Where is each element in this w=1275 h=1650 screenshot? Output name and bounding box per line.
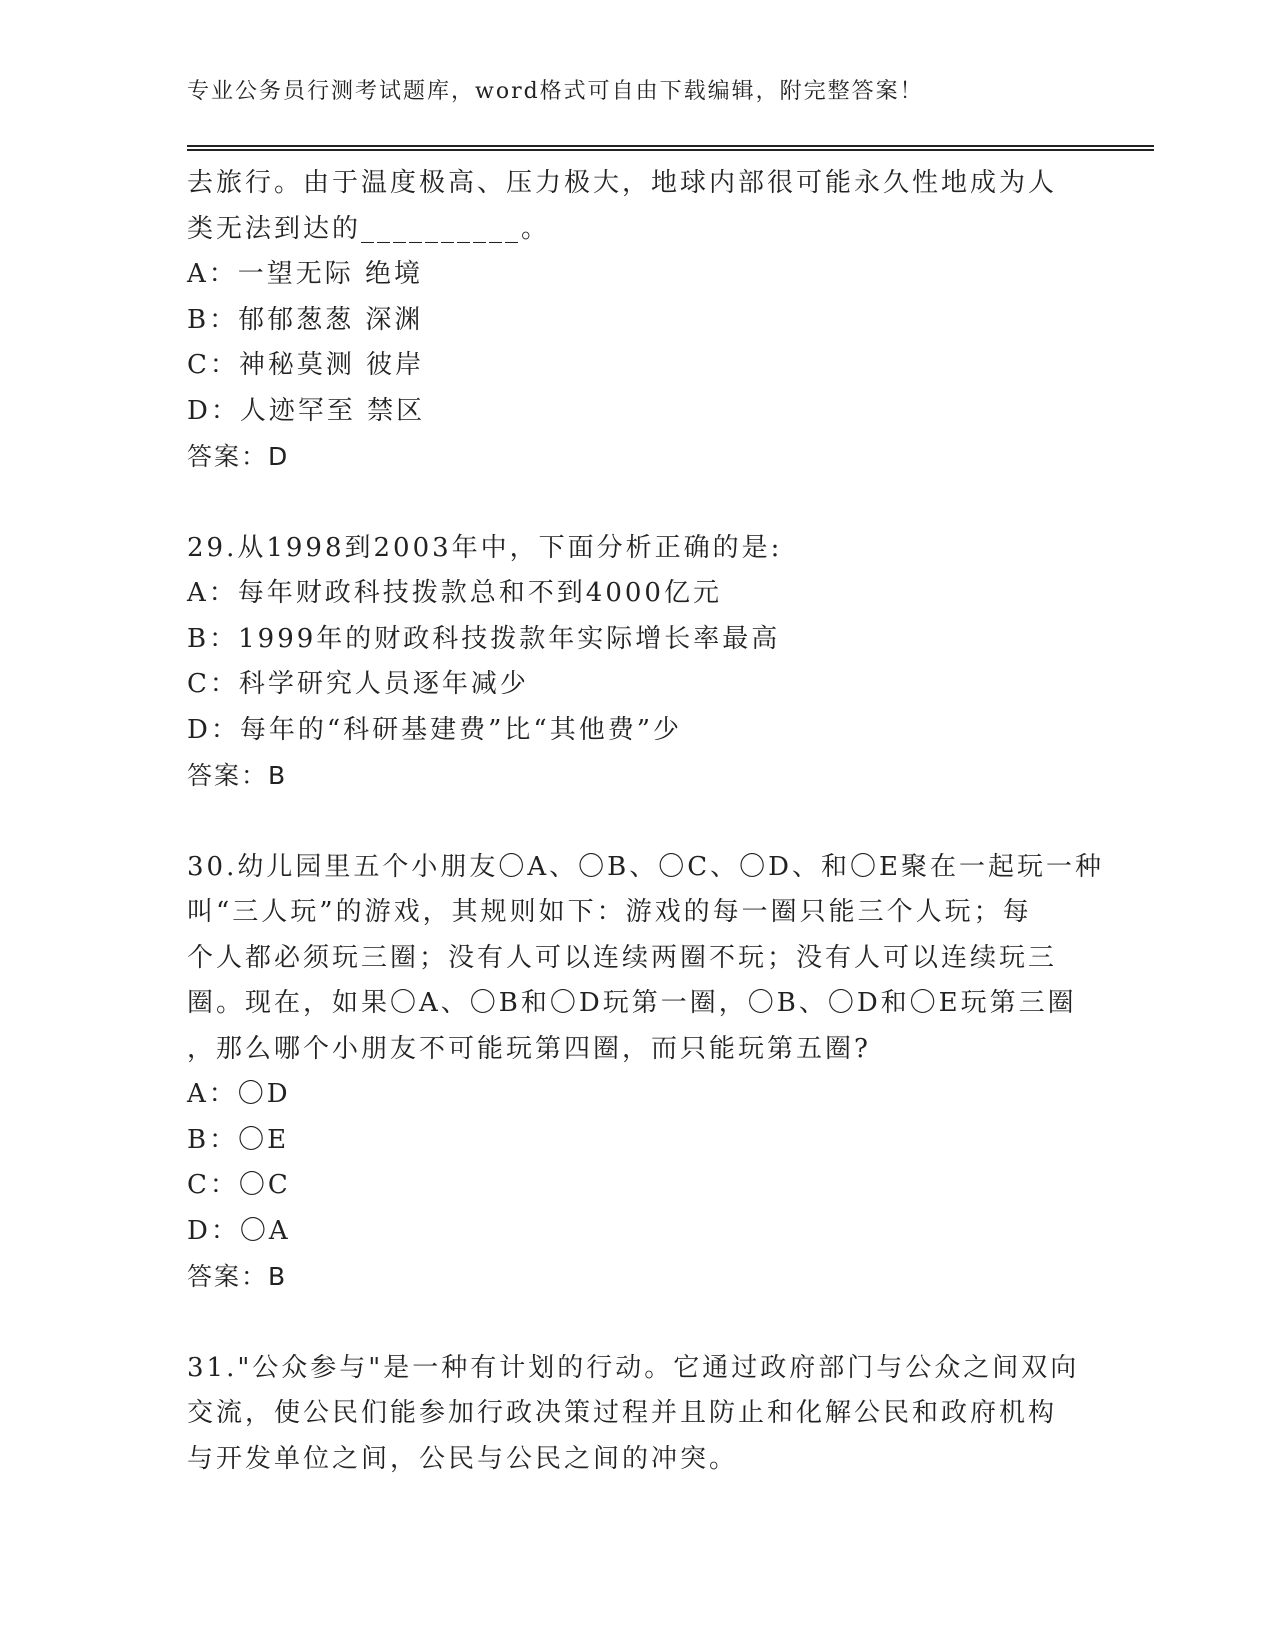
option-d: D：〇A [187,1215,291,1246]
option-c: C：〇C [187,1170,291,1200]
question-stem-line: 29.从1998到2003年中，下面分析正确的是: [187,532,783,563]
question-stem-line: 交流，使公民们能参加行政决策过程并且防止和化解公民和政府机构 [187,1398,1058,1428]
spacer [187,480,1087,526]
option-a: A：一望无际 绝境 [187,259,424,289]
spacer [187,799,1087,845]
answer-text: 答案：B [187,1262,288,1291]
question-stem-line: 个人都必须玩三圈；没有人可以连续两圈不玩；没有人可以连续玩三 [187,942,1058,973]
option-d: D：人迹罕至 禁区 [187,395,426,426]
question-stem-line: 去旅行。由于温度极高、压力极大，地球内部很可能永久性地成为人 [187,168,1058,198]
question-30 [187,845,1104,1300]
question-28 [187,161,1087,480]
option-d: D：每年的“科研基建费”比“其他费”少 [187,714,683,745]
option-b: B：〇E [187,1124,290,1155]
question-stem-line: ，那么哪个小朋友不可能玩第四圈，而只能玩第五圈? [187,1033,871,1064]
option-c: C：科学研究人员逐年减少 [187,669,529,699]
option-a: A：每年财政科技拨款总和不到4000亿元 [187,578,722,608]
question-stem-line: 30.幼儿园里五个小朋友〇A、〇B、〇C、〇D、和〇E聚在一起玩一种 [187,851,1104,882]
header-divider [187,145,1154,151]
question-stem-line: 31."公众参与"是一种有计划的行动。它通过政府部门与公众之间双向 [187,1352,1080,1383]
answer-text: 答案：B [187,761,288,790]
option-b: B：郁郁葱葱 深渊 [187,304,424,335]
spacer [187,1300,1087,1346]
option-a: A：〇D [187,1079,291,1109]
question-stem-line: 与开发单位之间，公民与公民之间的冲突。 [187,1443,739,1474]
document-body [187,161,1104,1482]
question-29 [187,526,1087,799]
page-header: 专业公务员行测考试题库，word格式可自由下载编辑，附完整答案！ [187,79,924,104]
option-c: C：神秘莫测 彼岸 [187,350,425,380]
question-31 [187,1346,1087,1483]
answer-text: 答案：D [187,442,290,471]
question-stem-line: 叫“三人玩”的游戏，其规则如下：游戏的每一圈只能三个人玩；每 [187,897,1032,927]
question-stem-line: 类无法到达的__________。 [187,213,551,244]
option-b: B：1999年的财政科技拨款年实际增长率最高 [187,623,781,654]
question-stem-line: 圈。现在，如果〇A、〇B和〇D玩第一圈，〇B、〇D和〇E玩第三圈 [187,988,1077,1018]
